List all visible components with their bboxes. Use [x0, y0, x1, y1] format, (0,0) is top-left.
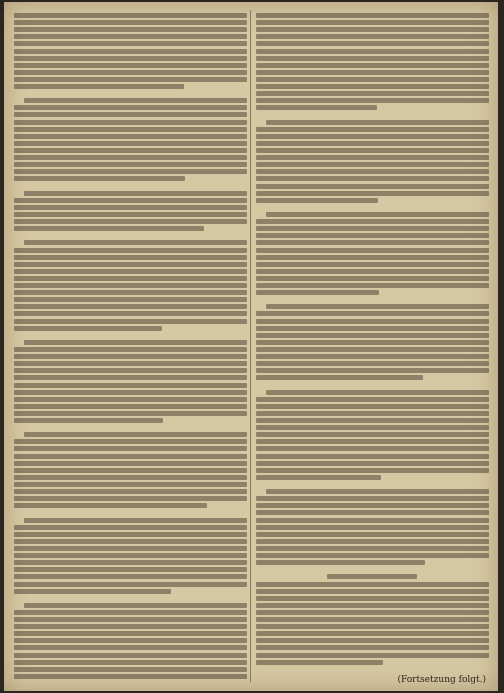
text-line	[24, 432, 247, 437]
text-line	[14, 674, 247, 679]
text-line	[256, 475, 381, 480]
text-line	[14, 155, 247, 160]
text-line	[256, 269, 489, 274]
text-line	[266, 304, 489, 309]
text-line	[14, 212, 247, 217]
text-line	[14, 454, 247, 459]
text-line	[24, 603, 247, 608]
text-line	[14, 368, 247, 373]
text-line	[14, 255, 247, 260]
text-line	[256, 70, 489, 75]
text-line	[256, 184, 489, 189]
text-line	[14, 77, 247, 82]
text-line	[256, 134, 489, 139]
text-line	[14, 63, 247, 68]
text-line	[256, 510, 489, 515]
text-line	[14, 582, 247, 587]
text-line	[256, 333, 489, 338]
text-line	[256, 162, 489, 167]
text-line	[14, 383, 247, 388]
text-line	[14, 574, 247, 579]
text-line	[256, 368, 489, 373]
text-line	[14, 496, 247, 501]
text-line	[256, 631, 489, 636]
text-line	[256, 311, 489, 316]
text-line	[256, 411, 489, 416]
text-line	[14, 461, 247, 466]
text-line	[266, 212, 489, 217]
text-line	[256, 262, 489, 267]
text-line	[24, 191, 247, 196]
text-line	[256, 461, 489, 466]
text-line	[266, 489, 489, 494]
text-line	[256, 319, 489, 324]
text-line	[256, 446, 489, 451]
text-line	[14, 141, 247, 146]
text-line	[14, 560, 247, 565]
text-line	[14, 553, 247, 558]
text-line	[256, 91, 489, 96]
text-line	[327, 574, 417, 579]
newspaper-page	[4, 2, 498, 691]
text-line	[14, 653, 247, 658]
text-line	[14, 589, 171, 594]
text-line	[14, 390, 247, 395]
text-line	[256, 546, 489, 551]
text-line	[256, 375, 423, 380]
text-line	[14, 290, 247, 295]
text-line	[256, 276, 489, 281]
text-line	[14, 667, 247, 672]
text-line	[256, 13, 489, 18]
text-line	[256, 127, 489, 132]
text-line	[14, 660, 247, 665]
text-line	[14, 304, 247, 309]
text-line	[14, 475, 247, 480]
text-line	[256, 49, 489, 54]
text-line	[14, 439, 247, 444]
text-line	[256, 532, 489, 537]
column-divider	[250, 10, 251, 682]
text-line	[256, 503, 489, 508]
text-line	[14, 283, 247, 288]
text-line	[14, 645, 247, 650]
text-line	[256, 653, 489, 658]
text-line	[14, 34, 247, 39]
text-line	[14, 41, 247, 46]
text-line	[14, 120, 247, 125]
text-line	[256, 169, 489, 174]
text-line	[256, 425, 489, 430]
text-line	[256, 589, 489, 594]
text-line	[14, 539, 247, 544]
text-line	[256, 454, 489, 459]
text-line	[256, 617, 489, 622]
text-line	[14, 134, 247, 139]
text-line	[256, 347, 489, 352]
text-line	[256, 432, 489, 437]
text-line	[14, 269, 247, 274]
text-line	[14, 112, 247, 117]
text-line	[14, 297, 247, 302]
text-line	[14, 546, 247, 551]
text-line	[256, 340, 489, 345]
text-column-left	[14, 12, 247, 680]
text-line	[14, 262, 247, 267]
text-line	[14, 169, 247, 174]
text-line	[14, 638, 247, 643]
text-line	[256, 56, 489, 61]
text-line	[256, 660, 383, 665]
text-line	[256, 539, 489, 544]
text-line	[24, 340, 247, 345]
text-line	[256, 397, 489, 402]
text-line	[14, 361, 247, 366]
text-line	[256, 63, 489, 68]
text-line	[256, 624, 489, 629]
text-line	[14, 219, 247, 224]
text-line	[256, 77, 489, 82]
text-line	[256, 105, 377, 110]
text-line	[14, 56, 247, 61]
text-line	[14, 418, 163, 423]
text-line	[14, 162, 247, 167]
text-line	[14, 20, 247, 25]
continuation-note: (Fortsetzung folgt.)	[397, 675, 486, 685]
text-line	[14, 617, 247, 622]
text-line	[256, 84, 489, 89]
text-line	[14, 311, 247, 316]
text-line	[256, 141, 489, 146]
text-line	[14, 84, 184, 89]
text-line	[256, 148, 489, 153]
text-line	[256, 41, 489, 46]
text-line	[14, 347, 247, 352]
text-line	[14, 198, 247, 203]
text-line	[256, 34, 489, 39]
text-line	[14, 248, 247, 253]
text-line	[14, 49, 247, 54]
text-line	[256, 27, 489, 32]
text-line	[14, 70, 247, 75]
text-line	[256, 404, 489, 409]
text-line	[14, 404, 247, 409]
text-line	[14, 375, 247, 380]
text-line	[256, 439, 489, 444]
text-line	[256, 283, 489, 288]
text-line	[14, 176, 185, 181]
text-line	[256, 290, 379, 295]
text-line	[14, 489, 247, 494]
text-line	[256, 248, 489, 253]
text-line	[14, 482, 247, 487]
text-line	[256, 645, 489, 650]
text-line	[14, 319, 247, 324]
text-line	[14, 631, 247, 636]
text-line	[14, 326, 162, 331]
text-line	[256, 155, 489, 160]
text-line	[256, 596, 489, 601]
text-line	[24, 98, 247, 103]
text-line	[256, 610, 489, 615]
text-line	[256, 326, 489, 331]
text-line	[14, 446, 247, 451]
text-line	[14, 411, 247, 416]
text-line	[256, 582, 489, 587]
text-line	[256, 176, 489, 181]
text-line	[256, 226, 489, 231]
text-line	[14, 503, 207, 508]
text-line	[14, 532, 247, 537]
text-line	[266, 120, 489, 125]
text-line	[256, 496, 489, 501]
text-line	[266, 390, 489, 395]
text-line	[14, 276, 247, 281]
text-line	[256, 603, 489, 608]
text-line	[256, 518, 489, 523]
text-line	[14, 13, 247, 18]
text-line	[256, 219, 489, 224]
text-line	[256, 354, 489, 359]
text-line	[24, 240, 247, 245]
text-line	[256, 560, 425, 565]
text-line	[14, 567, 247, 572]
text-line	[256, 20, 489, 25]
text-line	[14, 127, 247, 132]
text-line	[256, 638, 489, 643]
text-line	[14, 27, 247, 32]
text-line	[14, 105, 247, 110]
text-line	[256, 198, 378, 203]
text-line	[256, 255, 489, 260]
text-line	[256, 418, 489, 423]
text-line	[256, 468, 489, 473]
text-line	[256, 98, 489, 103]
text-column-right	[256, 12, 489, 680]
text-line	[14, 226, 204, 231]
text-line	[14, 624, 247, 629]
text-line	[14, 610, 247, 615]
text-line	[256, 240, 489, 245]
text-line	[14, 148, 247, 153]
text-line	[256, 361, 489, 366]
text-line	[256, 553, 489, 558]
text-line	[256, 525, 489, 530]
text-line	[14, 525, 247, 530]
text-line	[14, 397, 247, 402]
text-line	[24, 518, 247, 523]
text-line	[14, 205, 247, 210]
text-line	[14, 468, 247, 473]
text-line	[14, 354, 247, 359]
text-line	[256, 191, 489, 196]
text-line	[256, 233, 489, 238]
